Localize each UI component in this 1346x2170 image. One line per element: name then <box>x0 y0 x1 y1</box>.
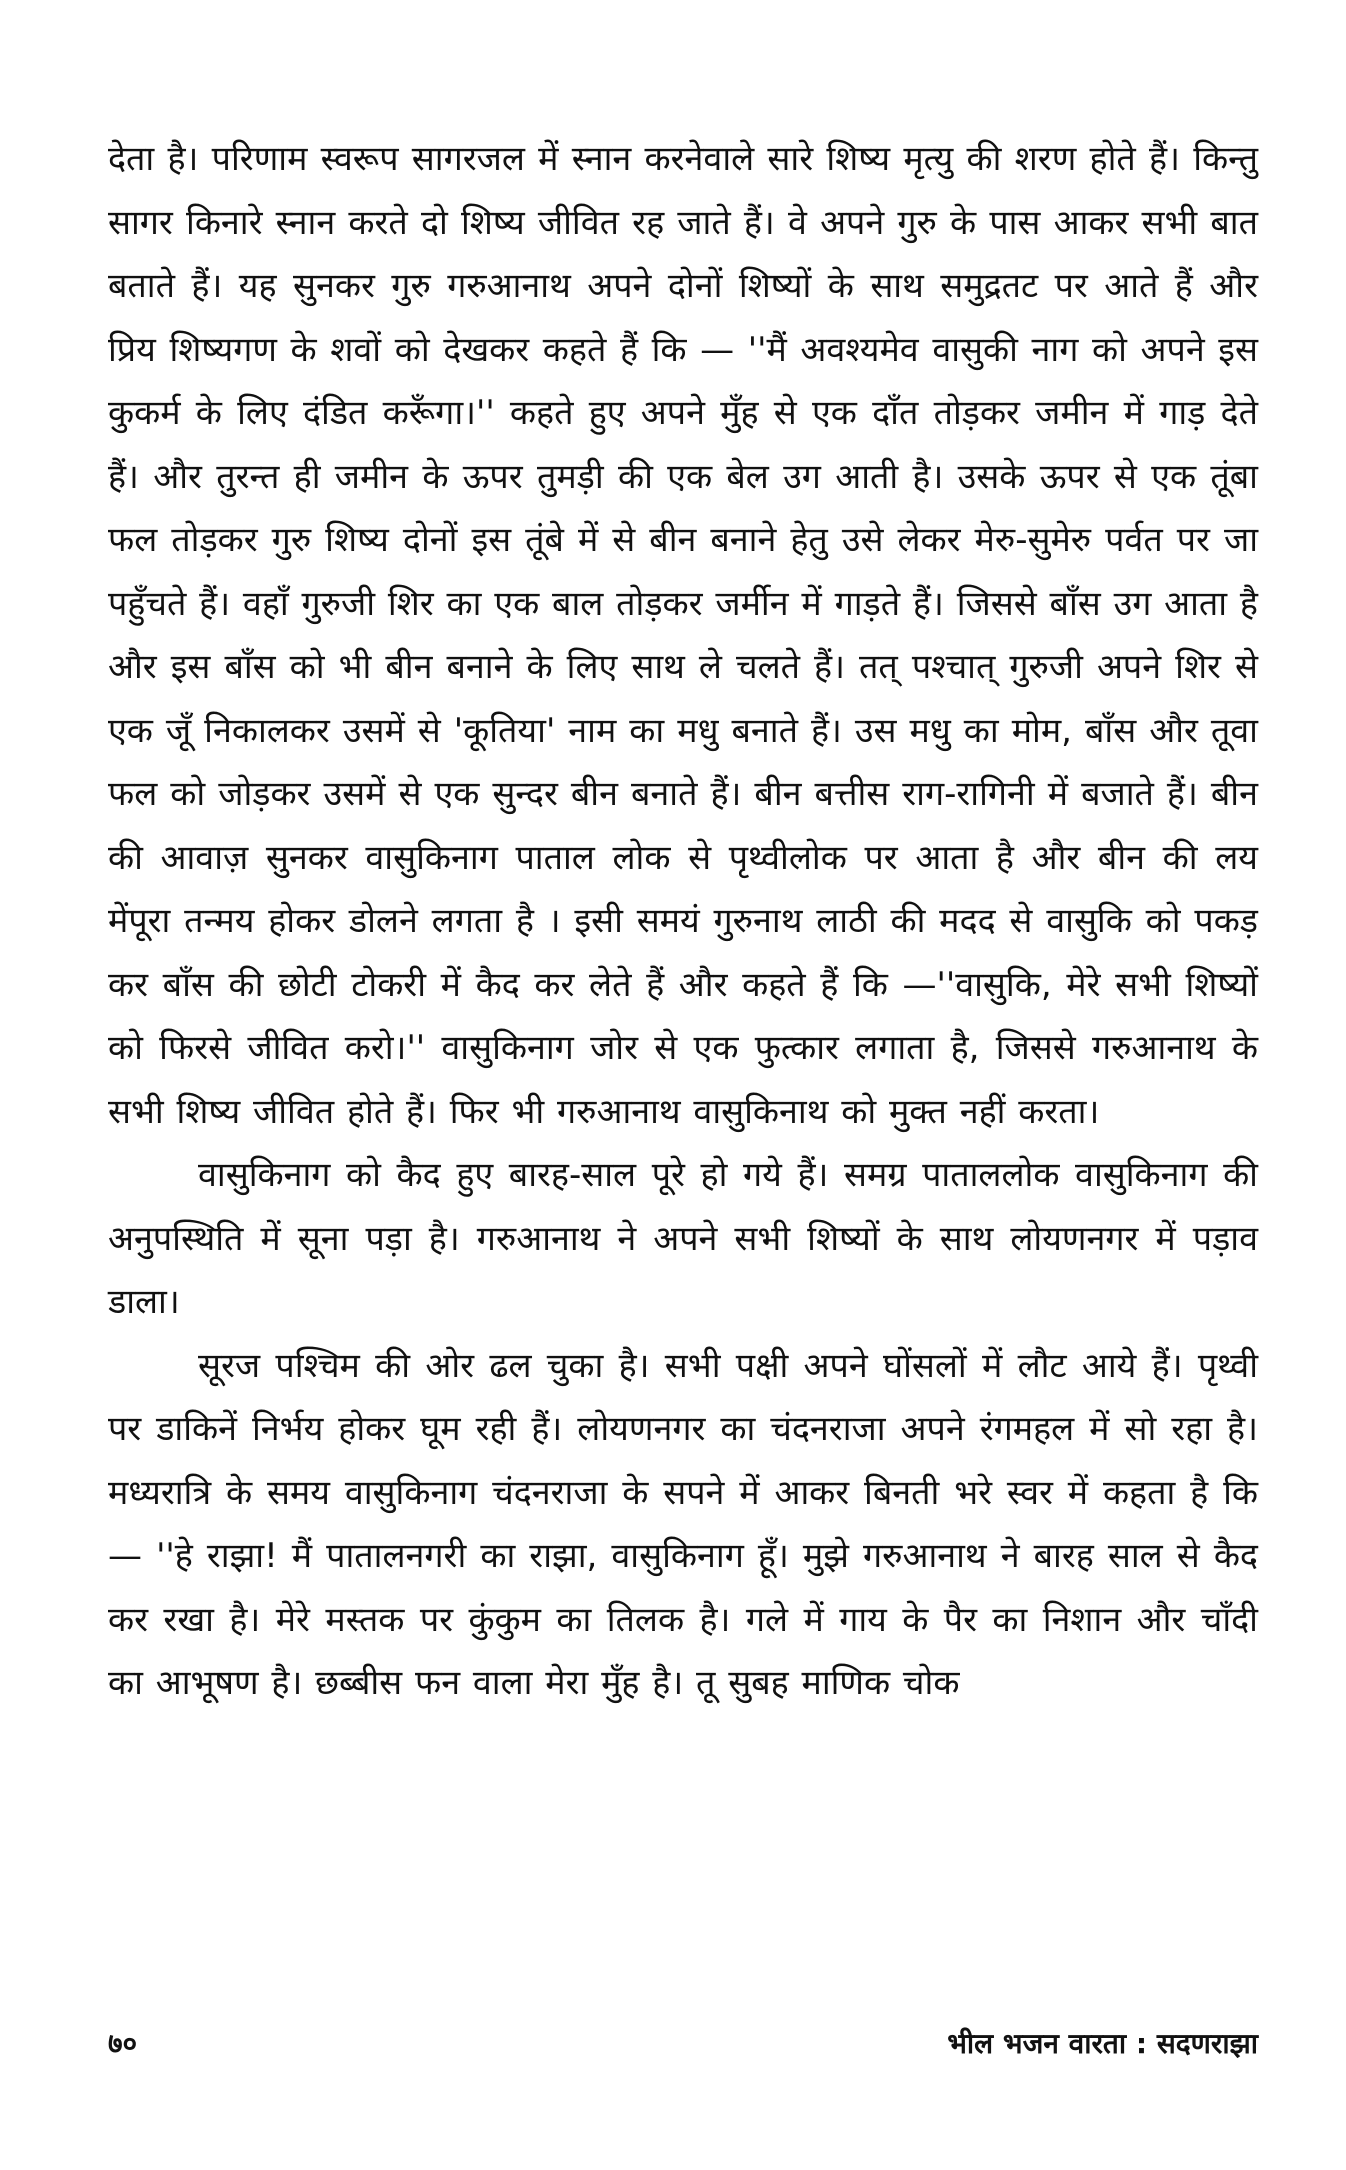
page-number: ७० <box>108 2027 138 2060</box>
page-body <box>108 128 1258 2058</box>
paragraph-1: देता है। परिणाम स्वरूप सागरजल में स्नान करनेवाले सारे शिष्य मृत्यु की शरण होते हैं। किन्तु सागर किनारे स्नान करते दो शिष्य जीवित रह जाते हैं। वे अपने गुरु के पास आकर सभी बात बताते हैं। यह सुनकर गुरु गरुआनाथ अपने दोनों शिष्यों के साथ समुद्रतट पर आते हैं और प्रिय शिष्यगण के शवों को देखकर कहते हैं कि — ''मैं अवश्यमेव वासुकी नाग को अपने इस कुकर्म के लिए दंडित करूँगा।'' कहते हुए अपने मुँह से एक दाँत तोड़कर जमीन में गाड़ देते हैं। और तुरन्त ही जमीन के ऊपर तुमड़ी की एक बेल उग आती है। उसके ऊपर से एक तूंबा फल तोड़कर गुरु शिष्य दोनों इस तूंबे में से बीन बनाने हेतु उसे लेकर मेरु-सुमेरु पर्वत पर जा पहुँचते हैं। वहाँ गुरुजी शिर का एक बाल तोड़कर जर्मीन में गाड़ते हैं। जिससे बाँस उग आता है और इस बाँस को भी बीन बनाने के लिए साथ ले चलते हैं। तत् पश्चात् गुरुजी अपने शिर से एक जूँ निकालकर उसमें से 'कूतिया' नाम का मधु बनाते हैं। उस मधु का मोम, बाँस और तूवा फल को जोड़कर उसमें से एक सुन्दर बीन बनाते हैं। बीन बत्तीस राग-रागिनी में बजाते हैं। बीन की आवाज़ सुनकर वासुकिनाग पाताल लोक से पृथ्वीलोक पर आता है और बीन की लय मेंपूरा तन्मय होकर डोलने लगता है । इसी समयं गुरुनाथ लाठी की मदद से वासुकि को पकड़ कर बाँस की छोटी टोकरी में कैद कर लेते हैं और कहते हैं कि —''वासुकि, मेरे सभी शिष्यों को फिरसे जीवित करो।'' वासुकिनाग जोर से एक फुत्कार लगाता है, जिससे गरुआनाथ के सभी शिष्य जीवित होते हैं। फिर भी गरुआनाथ वासुकिनाथ को मुक्त नहीं करता। <box>108 139 1258 1132</box>
paragraph-3: सूरज पश्चिम की ओर ढल चुका है। सभी पक्षी अपने घोंसलों में लौट आये हैं। पृथ्वी पर डाकिनें निर्भय होकर घूम रही हैं। लोयणनगर का चंदनराजा अपने रंगमहल में सो रहा है। मध्यरात्रि के समय वासुकिनाग चंदनराजा के सपने में आकर बिनती भरे स्वर में कहता है कि — ''हे राझा! मैं पातालनगरी का राझा, वासुकिनाग हूँ। मुझे गरुआनाथ ने बारह साल से कैद कर रखा है। मेरे मस्तक पर कुंकुम का तिलक है। गले में गाय के पैर का निशान और चाँदी का आभूषण है। छब्बीस फन वाला मेरा मुँह है। तू सुबह माणिक चोक <box>108 1345 1258 1703</box>
paragraph-2: वासुकिनाग को कैद हुए बारह-साल पूरे हो गये हैं। समग्र पाताललोक वासुकिनाग की अनुपस्थिति में सूना पड़ा है। गरुआनाथ ने अपने सभी शिष्यों के साथ लोयणनगर में पड़ाव डाला। <box>108 1155 1258 1322</box>
page-footer <box>108 2022 1258 2066</box>
running-title: भील भजन वारता : सदणराझा <box>947 2027 1258 2060</box>
